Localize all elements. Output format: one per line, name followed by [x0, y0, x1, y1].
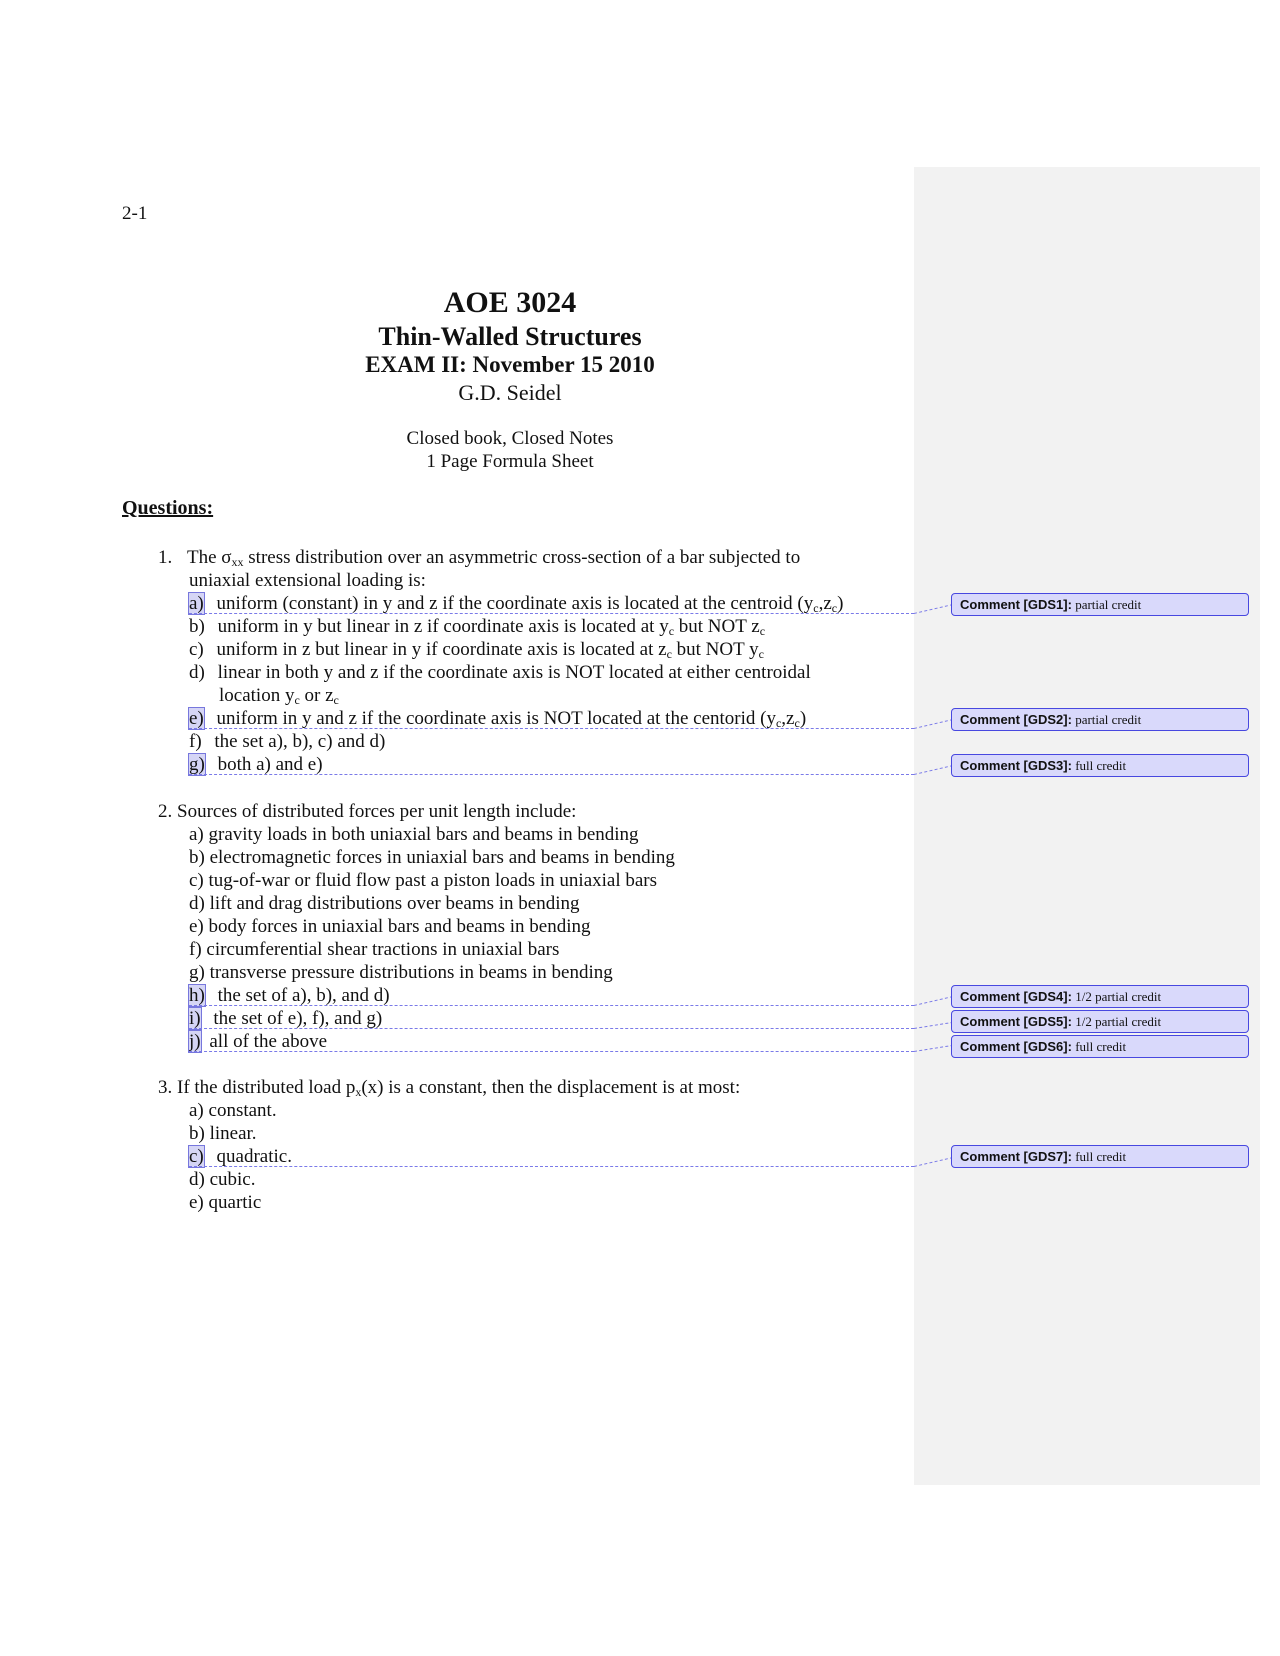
q1-e-sub2: c — [794, 716, 800, 730]
comment-label: Comment [GDS4]: — [960, 989, 1072, 1004]
q2-h-text: the set of a), b), and d) — [217, 985, 390, 1006]
q1-a-text: uniform (constant) in y and z if the coordinate axis is located at the centroid (y — [216, 593, 814, 614]
q1-a-letter: a) — [189, 593, 204, 614]
q1-d-letter: d) — [189, 662, 205, 683]
q2-h-letter: h) — [189, 985, 205, 1006]
q1-c-sub2: c — [758, 647, 764, 661]
comment-balloon-gds3[interactable] — [951, 754, 1249, 777]
comment-balloon-gds5[interactable] — [951, 1010, 1249, 1033]
q2-option-f: f) circumferential shear tractions in uniaxial bars — [189, 939, 560, 960]
q1-b-letter: b) — [189, 616, 205, 637]
q1-c-sub1: c — [666, 647, 672, 661]
q1-option-g — [189, 753, 323, 776]
comment-balloon-gds6[interactable] — [951, 1035, 1249, 1058]
q2-j-text: all of the above — [209, 1031, 328, 1052]
comment-label: Comment [GDS2]: — [960, 712, 1072, 727]
q1-a-sub2: c — [831, 601, 838, 615]
q1-option-c — [189, 638, 764, 661]
comment-anchor-line-7 — [189, 1166, 914, 1167]
q1-c-not: but NOT y — [671, 639, 759, 660]
comment-text: full credit — [1075, 758, 1127, 773]
q1-option-a — [189, 592, 843, 615]
course-title: AOE 3024 — [443, 286, 577, 319]
q1-option-e — [189, 707, 806, 730]
comment-anchor-line-1 — [189, 613, 914, 614]
comment-text: partial credit — [1075, 712, 1142, 727]
comment-balloon-gds7[interactable] — [951, 1145, 1249, 1168]
comment-text: full credit — [1075, 1039, 1127, 1054]
page-number: 2-1 — [122, 203, 148, 224]
q1-g-letter: g) — [189, 754, 205, 775]
q2-j-letter: j) — [189, 1031, 201, 1052]
exam-rules-line2: 1 Page Formula Sheet — [426, 451, 594, 472]
q1-e-text: uniform in y and z if the coordinate axis is NOT located at the centorid (y — [216, 708, 776, 729]
exam-title: EXAM II: November 15 2010 — [365, 352, 655, 377]
q1-e-comma: ,z — [781, 708, 795, 729]
q2-option-d: d) lift and drag distributions over beams in bending — [189, 893, 580, 914]
comment-balloon-gds4[interactable] — [951, 985, 1249, 1008]
exam-rules-line1: Closed book, Closed Notes — [406, 428, 614, 449]
q2-option-g: g) transverse pressure distributions in beams in bending — [189, 962, 613, 983]
comment-text: partial credit — [1075, 597, 1142, 612]
q2-option-a: a) gravity loads in both uniaxial bars and beams in bending — [189, 824, 639, 845]
q2-option-e: e) body forces in uniaxial bars and beams in bending — [189, 916, 591, 937]
q1-f-text: the set a), b), c) and d) — [214, 731, 386, 752]
subject-title: Thin-Walled Structures — [378, 322, 642, 351]
q1-stem-line2: uniaxial extensional loading is: — [189, 570, 426, 591]
q2-i-letter: i) — [189, 1008, 201, 1029]
q1-f-letter: f) — [189, 731, 202, 752]
q3-option-a: a) constant. — [189, 1100, 277, 1121]
q1-stem-sub: xx — [231, 555, 244, 569]
q1-d-text: linear in both y and z if the coordinate axis is NOT located at either centroidal — [217, 662, 811, 683]
comment-balloon-gds2[interactable] — [951, 708, 1249, 731]
q3-option-e: e) quartic — [189, 1192, 262, 1213]
q3-stem-sub: x — [355, 1085, 362, 1099]
comment-label: Comment [GDS1]: — [960, 597, 1072, 612]
q2-option-c: c) tug-of-war or fluid flow past a piston loads in uniaxial bars — [189, 870, 658, 891]
q2-option-j — [189, 1030, 327, 1053]
instructor-name: G.D. Seidel — [458, 380, 562, 405]
q3-stem — [158, 1076, 740, 1099]
comment-anchor-line-2 — [189, 728, 914, 729]
q2-option-i — [189, 1007, 382, 1030]
q1-d-sub2: c — [333, 693, 339, 707]
q3-c-letter: c) — [189, 1146, 204, 1167]
q1-g-text: both a) and e) — [217, 754, 323, 775]
q3-c-text: quadratic. — [216, 1146, 292, 1167]
q3-stem-text-b: (x) is a constant, then the displacement is at most: — [361, 1077, 741, 1098]
q1-a-sub1: c — [813, 601, 819, 615]
q3-stem-text-a: 3. If the distributed load p — [158, 1077, 356, 1098]
comment-text: 1/2 partial credit — [1075, 1014, 1162, 1029]
comment-label: Comment [GDS3]: — [960, 758, 1072, 773]
q1-option-d-line2 — [219, 684, 339, 707]
comment-anchor-line-4 — [189, 1005, 914, 1006]
comment-anchor-line-6 — [189, 1051, 914, 1052]
q1-number: 1. — [158, 547, 173, 568]
comment-text: full credit — [1075, 1149, 1127, 1164]
comment-balloon-gds1[interactable] — [951, 593, 1249, 616]
q2-option-h — [189, 984, 390, 1007]
q1-b-sub2: c — [759, 624, 766, 638]
q1-d-sub1: c — [294, 693, 300, 707]
comment-margin-panel — [914, 167, 1260, 1485]
q1-d-line2-text: location y — [219, 685, 295, 706]
comment-label: Comment [GDS6]: — [960, 1039, 1072, 1054]
q1-stem-text-b: stress distribution over an asymmetric cross-section of a bar subjected to — [243, 547, 801, 568]
q1-b-text: uniform in y but linear in z if coordinate axis is located at y — [217, 616, 669, 637]
q1-c-text: uniform in z but linear in y if coordinate axis is located at z — [216, 639, 667, 660]
comment-anchor-line-3 — [189, 774, 914, 775]
q1-a-comma: ,z — [818, 593, 832, 614]
q1-option-f — [189, 730, 385, 753]
comment-anchor-line-5 — [189, 1028, 914, 1029]
q1-d-or: or z — [299, 685, 334, 706]
q1-option-d — [189, 661, 811, 684]
q1-a-paren: ) — [837, 593, 844, 614]
questions-heading: Questions: — [122, 497, 214, 519]
q1-e-paren: ) — [799, 708, 807, 729]
q3-option-b: b) linear. — [189, 1123, 257, 1144]
q2-i-text: the set of e), f), and g) — [213, 1008, 383, 1029]
q1-b-sub1: c — [668, 624, 675, 638]
comment-label: Comment [GDS5]: — [960, 1014, 1072, 1029]
q3-option-c — [189, 1145, 292, 1168]
q3-option-d: d) cubic. — [189, 1169, 256, 1190]
q1-stem-text-a: The σ — [187, 547, 232, 568]
q2-stem: 2. Sources of distributed forces per unit length include: — [158, 801, 577, 822]
q1-option-b — [189, 615, 765, 638]
q1-e-sub1: c — [775, 716, 782, 730]
q1-e-letter: e) — [189, 708, 204, 729]
q1-stem-line1 — [158, 546, 800, 569]
q1-c-letter: c) — [189, 639, 204, 660]
comment-label: Comment [GDS7]: — [960, 1149, 1072, 1164]
q1-b-not: but NOT z — [674, 616, 760, 637]
comment-text: 1/2 partial credit — [1075, 989, 1162, 1004]
q2-option-b: b) electromagnetic forces in uniaxial bars and beams in bending — [189, 847, 675, 868]
